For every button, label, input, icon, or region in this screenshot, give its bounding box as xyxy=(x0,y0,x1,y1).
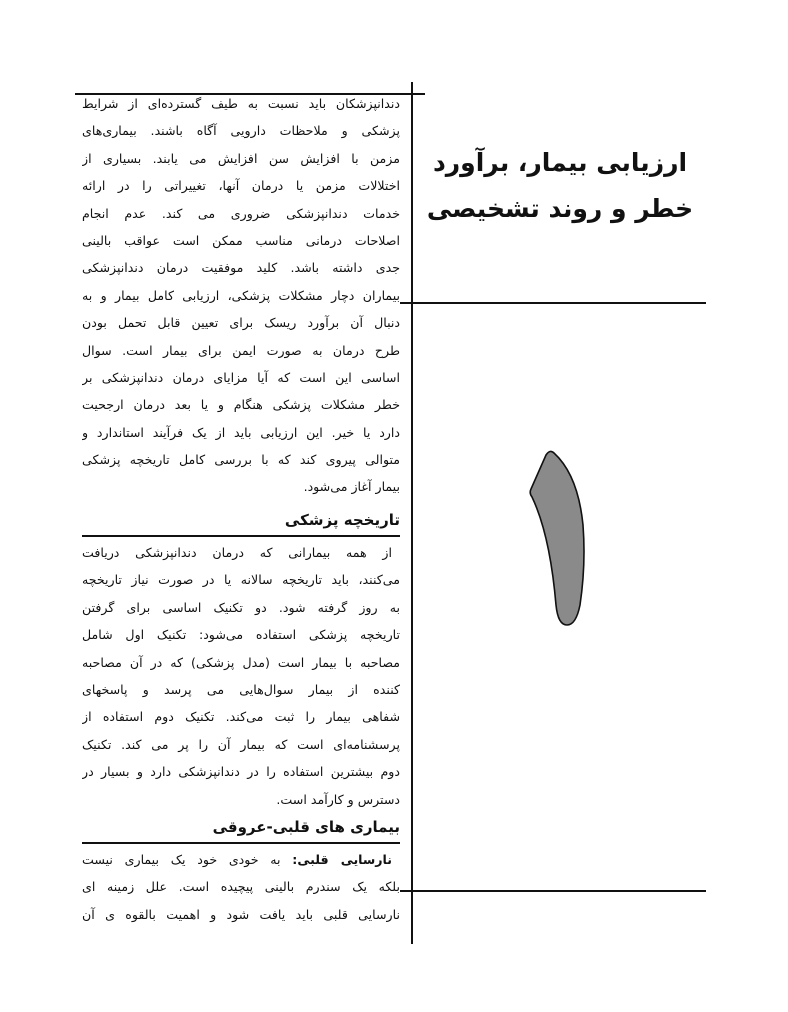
section-heading: تاریخچه پزشکی xyxy=(82,505,400,537)
paragraph-line: اساسی این است که آیا مزایای درمان دندانپزشکی بر xyxy=(82,369,400,385)
lead-term: نارسایی قلبی: xyxy=(292,852,392,867)
lead-text: به خودی خود یک بیماری نیست xyxy=(82,852,281,867)
paragraph-line: اختلالات مزمن یا درمان آنها، تغییراتی را در ارائه xyxy=(82,178,400,194)
vertical-rule xyxy=(411,82,413,944)
paragraph-line: جدی داشته باشد. کلید موفقیت درمان دندانپزشکی xyxy=(82,260,400,276)
paragraph-line: مزمن با افزایش سن افزایش می یابند. بسیاری از xyxy=(82,150,400,166)
chapter-title-line-1: ارزیابی بیمار، برآورد xyxy=(432,148,688,177)
paragraph-line: دنبال آن برآورد ریسک برای تعیین قابل تحمل بودن xyxy=(82,315,400,331)
paragraph-line: مصاحبه با بیمار است (مدل پزشکی) که در آن مصاحبه xyxy=(82,654,400,670)
paragraph-line: دوم بیشترین استفاده را در دندانپزشکی دارد و بسیار در xyxy=(82,764,400,780)
paragraph-line: شفاهی بیمار را ثبت می‌کند. تکنیک دوم استفاده از xyxy=(82,709,400,725)
paragraph-line: پرسشنامه‌ای است که بیمار آن را پر می کند. تکنیک xyxy=(82,736,400,752)
paragraph-line: بیمار آغاز می‌شود. xyxy=(303,479,400,495)
section-heading: بیماری های قلبی-عروقی xyxy=(82,812,400,844)
intro-paragraph xyxy=(82,90,400,501)
chapter-number xyxy=(520,445,590,639)
paragraph-line: خدمات دندانپزشکی ضروری می کند. عدم انجام xyxy=(82,205,400,221)
section-cardiovascular xyxy=(82,812,400,928)
title-bottom-rule xyxy=(400,302,706,304)
paragraph-line: طرح درمان به صورت ایمن برای بیمار است. سوال xyxy=(82,342,400,358)
paragraph-line: بیماران دچار مشکلات پزشکی، ارزیابی کامل بیمار و به xyxy=(82,287,400,303)
paragraph-line: دسترس و کارآمد است. xyxy=(276,791,400,807)
chapter-title xyxy=(420,140,700,232)
paragraph-line: می‌کنند، باید تاریخچه سالانه یا در صورت نیاز تاریخچه xyxy=(82,572,400,588)
paragraph-line: نارسایی قلبی باید یافت شود و اهمیت بالقوه ی آن xyxy=(82,906,400,922)
paragraph-line: متوالی پیروی کند که با بررسی کامل تاریخچه پزشکی xyxy=(82,452,400,468)
chapter-title-line-2: خطر و روند تشخیصی xyxy=(426,194,694,223)
lower-rule xyxy=(400,890,706,892)
paragraph-line: دندانپزشکان باید نسبت به طیف گسترده‌ای از شرایط xyxy=(82,96,400,111)
paragraph-line: تاریخچه پزشکی استفاده می‌شود: تکنیک اول شامل xyxy=(82,627,400,643)
paragraph-line: از همه بیمارانی که درمان دندانپزشکی دریافت xyxy=(82,545,392,560)
paragraph-line: کننده از بیمار سوال‌هایی می پرسد و پاسخهای xyxy=(82,681,400,697)
chapter-number-graphic xyxy=(520,445,590,635)
section-medical-history xyxy=(82,505,400,813)
paragraph-line: بلکه یک سندرم بالینی پیچیده است. علل زمینه ای xyxy=(82,879,400,895)
paragraph-line xyxy=(82,846,400,873)
paragraph-line: دارد یا خیر. این ارزیابی باید از یک فرآیند استاندارد و xyxy=(82,424,400,440)
paragraph-line: پزشکی و ملاحظات دارویی آگاه باشند. بیماری‌های xyxy=(82,123,400,139)
paragraph-line: به روز گرفته شود. دو تکنیک اساسی برای گرفتن xyxy=(82,599,400,615)
paragraph-line: اصلاحات درمانی مناسب ممکن است عواقب بالینی xyxy=(82,232,400,248)
paragraph-line: خطر مشکلات پزشکی هنگام و یا بعد درمان ارجحیت xyxy=(82,397,400,413)
